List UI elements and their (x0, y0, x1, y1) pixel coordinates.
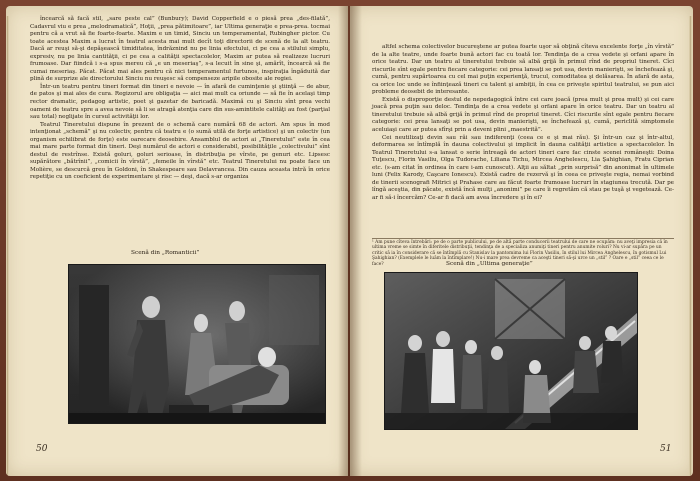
book-gutter (338, 6, 362, 476)
romanticii-scene-image (69, 265, 325, 423)
right-paragraph-2: Există o disproporţie destul de nepedagogică între cei care joacă (prea mult şi prea mult) şi cei care joacă prea puţin sau deloc. Tendinţa de a crea vedete şi orfani apare în orice teatru. Dar un teatru al tineretului trebuie să albă grijă în primul rînd de propriul tineret. Cîci riscurile sînt egale pentru fiecare categorie: cei prea lansaţi se pot usa, devin manierişti, se închefează şi, cumă, periclită simptomele aceluiaşi care ar putea sfîrşi prin a deveni plini „maestrită”. (372, 96, 674, 134)
right-page-text (372, 44, 674, 202)
paper-edge-left (6, 16, 9, 476)
right-paragraph-1: altfel schema colectivelor bucureştene ar putea foarte uşor să obţină cîteva excelente forţe „în vîrstă” de la alte teatre, unde foarte bună actori fac cu toată lor. Tendinţa de a crea vedete şi orfani apare în orice teatru. Dar un teatru al tineretului trebuie să albă grijă în primul rînd de propriul tineret. Cîci riscurile sînt egale pentru fiecare categorie: cei prea lansaţi se pot usa, devin manierişti, se închefează şi, cumă, pentru supărtoarea cu cel mai puţin experienţă, trucul, comoditatea şi delăsarea. În afară de asta, ca orice loc unde se înfiinţează tineri cu talent şi ambiţii, în cea ce priveşte spiritul teatrului, se pun aici probleme deosebit de interesante. (372, 44, 674, 96)
paper-edge-right (689, 16, 692, 476)
stage-photo-ultima-generatie (384, 272, 638, 430)
left-paragraph-1: încearcă să facă stil, „sare peste cal” (Bunbury); David Copperfield e o piesă prea „des-filată”, Cadavrul viu e prea „melodramatică”, Hoţii, „prea pătimitoare”, iar Ultima generaţie e prea-prea. tocmai pentru că a vrut să fie foarte-foarte. Maxim e un timid, Sinciu un temperamental, Rubingher pictor. Cu toate acestea Maxim a lucrat în teatrul acesta mai mult decît toţi directorii de scenă de la alt teatru. Dacă ar reuşi să-şi depăşească timiditatea, îndrăznind nu pe linia efectului, ci pe cea a stilului simplu, expresiv, nu pe linia cantităţii, ci pe cea a calităţii spectacolelor, Maxim ar putea să realizeze lucruri frumoase. Dar fiindcă i s-a spus mereu că „e un meseriaş”, s-a lecuit în sine şi, amărît, încearcă să fie cumai meseriaş. Păcat. Păcat mai ales pentru că nici temperamentul furtunos, inspiraţia îngăduită dar plină de surprize ale directorului Sinciu nu reuşesc să compenseze aripile obosite ale regiei. (30, 16, 330, 83)
left-photo-caption: Scenă din „Romanticii” (131, 250, 200, 256)
stage-photo-romanticii (68, 264, 326, 424)
ultima-generatie-scene-image (385, 273, 637, 429)
footnote: ¹ Am pune cîteva întrebări: pe de o parte publicului, pe de altă parte conducerii teatrului de care ne ocupăm: nu aveţi impresia că în ultima vreme se simte în diferitele distribuţii, tendinţa de a specializa anumiţi tineri pentru anumite roluri? Nu vi-ar supăra pe un critic să ia în considerare că se întîmplă cu Stanislav la pantomima lui Florin Vasiliu, în stilul lui Mircea Anghelescu, în gotismul Lui Şahighian? (Exemplele le luăm la întîmplare!) Nu-i mare prea devreme ca aceşti tineri să-şi urce un „stil” ? Oare e „stil” ceea ce le face? (372, 238, 674, 267)
right-page (350, 6, 693, 476)
page-number-right: 51 (660, 444, 672, 454)
right-photo-caption: Scenă din „Ultima generaţie” (446, 261, 533, 267)
page-number-left: 50 (36, 444, 48, 454)
left-page (6, 6, 348, 476)
right-paragraph-3: Cei neutilizaţi devin sau răi sau indiferenţi (ceea ce e şi mai rău). Şi într-un caz şi într-altul, deformarea se întîmplă în dauna colectivului şi implicit în dauna calităţii artistice a spectacolelor. În Teatrul Tineretului s-a lansat o serie întreagă de actori tineri care fac cinste scenei româneşti: Doina Tuţescu, Florin Vasiliu, Olga Tudorache, Liliana Tichu, Mircea Anghelescu, Lia Şahighian, Fratu Ciprian etc. (s-am citat în ordinea în care i-am cunoscut). Alţii au săltat „prin surprisă” din anonimat în ultimele luni (Felix Karody, Caşcare Ionescu). Există cadre de rezervă şi în ceea ce priveşte regia, nemai vorbind de tinerii scenografi Mitrici şi Prahase care au făcut foarte frumoase lucruri în stagiunea trecută. Dar pe lîngă aceştia, din păcate, există încă mulţi „anonimi” pe care îi regretăm că stau pe tuşă şi vegetează. Ce-ar fi să-i încercăm? Ce-ar fi dacă am avea încredere şi în ei? (372, 134, 674, 201)
left-paragraph-2: Într-un teatru pentru tineri format din tineri e nevoie — în afară de cuminţenie şi ştiinţă — de abur, de patos şi mai ales de cura. Regizorul are obligaţia — aici mai mult ca oriunde — să fie în acelaşi timp rector dramatic, pedagog artistic, poet şi gazetar de baricadă. Maximă cu şi Sinciu sînt prea vechi oameni de teatru spre a avea nevoie să li se atragă atenţia care din sus-amintitele calităţi au fost (parţial sau total) neglijate în cursul activităţii lor. (30, 83, 330, 121)
left-page-text (30, 16, 330, 182)
left-paragraph-3: Teatrul Tineretului dispune în prezent de o schemă care numără 68 de actori. Am spus în mod intenţionat „schemă” şi nu colectiv, pentru că teatru e (o sumă utilă de forţe artistice) şi un colectiv (un organism echilibrat de forţe) este oarecare deosebire. Ansamblul de actori ai „Tineretului” este în cea mai mare parte format din tineri. Deşi numărul de actori e considerabil, posibilităţile „colectivului” sînt destul de restrînse. Există goluri, goluri serioase, în distribuţia pe vîrste, pe genuri etc. Lipsesc supărătore „bătrînii”, „comicii în vîrstă”, „femeile în vîrstă” etc. Teatrul Tineretului nu poate face un Molière, se descurcă greu în Goldoni, în Shakespeare sau Delavrancea. Din cauza aceasta intră în orice repetiţie cu un coeficient de experimentare şi risc — deşi, dacă s-ar organiza (30, 121, 330, 181)
